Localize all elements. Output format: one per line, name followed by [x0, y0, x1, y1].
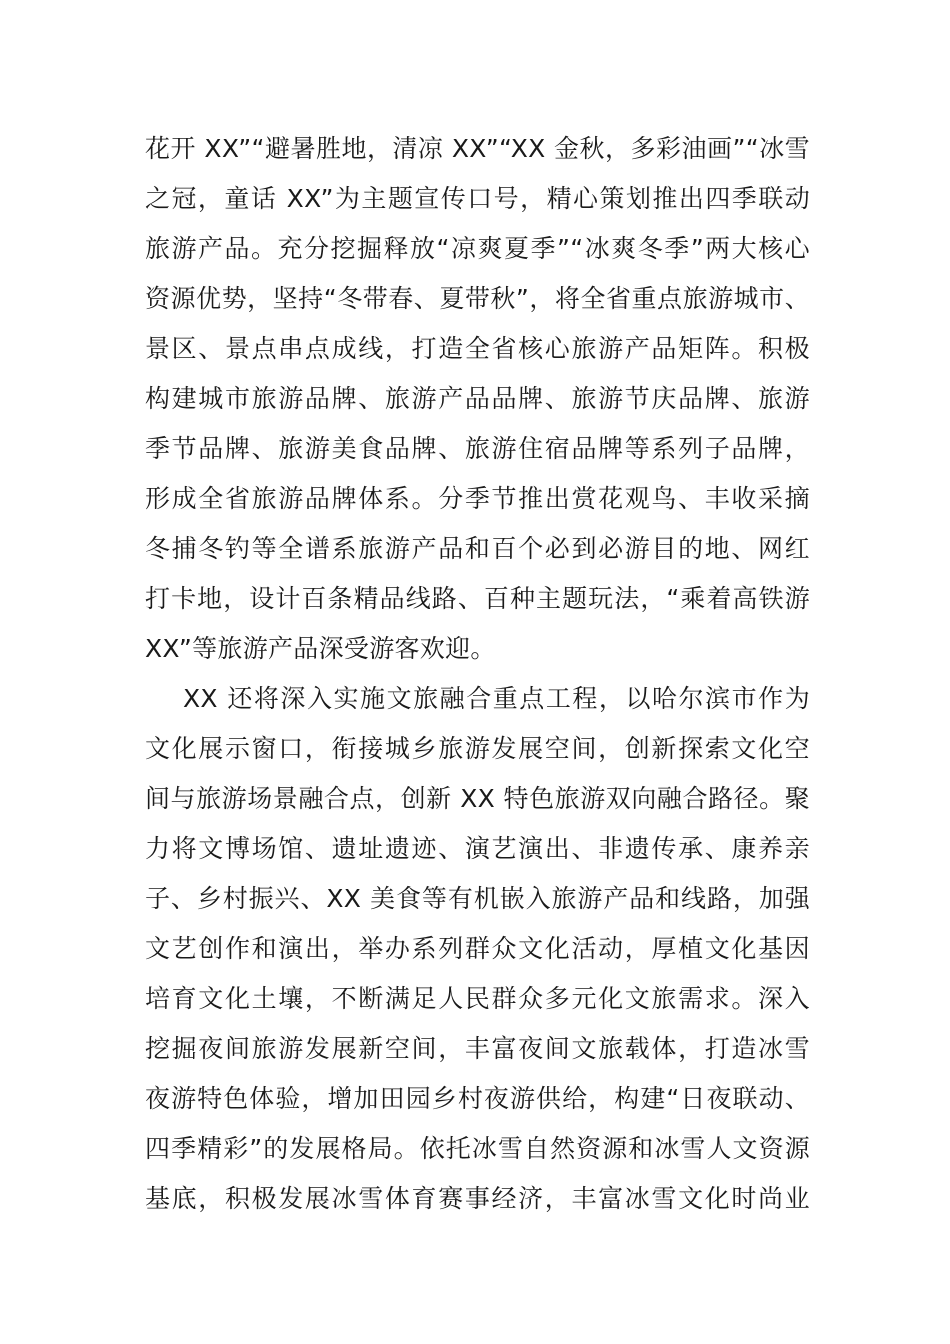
paragraph-2	[145, 674, 810, 1224]
paragraph-line: 旅游产品。充分挖掘释放“凉爽夏季”“冰爽冬季”两大核心	[145, 234, 810, 263]
paragraph-line: 构建城市旅游品牌、旅游产品品牌、旅游节庆品牌、旅游	[145, 384, 810, 413]
paragraph-line: XX 还将深入实施文旅融合重点工程，以哈尔滨市作为	[183, 684, 810, 713]
paragraph-line: 形成全省旅游品牌体系。分季节推出赏花观鸟、丰收采摘	[145, 484, 810, 513]
paragraph-line: 冬捕冬钓等全谱系旅游产品和百个必到必游目的地、网红	[145, 534, 810, 563]
paragraph-line: 夜游特色体验，增加田园乡村夜游供给，构建“日夜联动、	[145, 1084, 810, 1113]
paragraph-line: 间与旅游场景融合点，创新 XX 特色旅游双向融合路径。聚	[145, 784, 810, 813]
paragraph-line: 资源优势，坚持“冬带春、夏带秋”，将全省重点旅游城市、	[145, 284, 810, 313]
paragraph-line: 文艺创作和演出，举办系列群众文化活动，厚植文化基因	[145, 934, 810, 963]
paragraph-line: 四季精彩”的发展格局。依托冰雪自然资源和冰雪人文资源	[145, 1134, 810, 1163]
paragraph-line: 子、乡村振兴、XX 美食等有机嵌入旅游产品和线路，加强	[145, 884, 810, 913]
paragraph-line: 挖掘夜间旅游发展新空间，丰富夜间文旅载体，打造冰雪	[145, 1034, 810, 1063]
paragraph-line: 之冠，童话 XX”为主题宣传口号，精心策划推出四季联动	[145, 184, 810, 213]
paragraph-line: 季节品牌、旅游美食品牌、旅游住宿品牌等系列子品牌，	[145, 434, 810, 463]
paragraph-1	[145, 124, 810, 674]
paragraph-line: 花开 XX”“避暑胜地，清凉 XX”“XX 金秋，多彩油画”“冰雪	[145, 134, 810, 163]
paragraph-line: 打卡地，设计百条精品线路、百种主题玩法，“乘着高铁游	[145, 584, 810, 613]
document-body	[145, 124, 810, 1224]
paragraph-line: 基底，积极发展冰雪体育赛事经济，丰富冰雪文化时尚业	[145, 1184, 810, 1213]
paragraph-line: XX”等旅游产品深受游客欢迎。	[145, 634, 496, 663]
paragraph-line: 力将文博场馆、遗址遗迹、演艺演出、非遗传承、康养亲	[145, 834, 810, 863]
paragraph-line: 景区、景点串点成线，打造全省核心旅游产品矩阵。积极	[145, 334, 810, 363]
paragraph-line: 培育文化土壤，不断满足人民群众多元化文旅需求。深入	[145, 984, 810, 1013]
paragraph-line: 文化展示窗口，衔接城乡旅游发展空间，创新探索文化空	[145, 734, 810, 763]
